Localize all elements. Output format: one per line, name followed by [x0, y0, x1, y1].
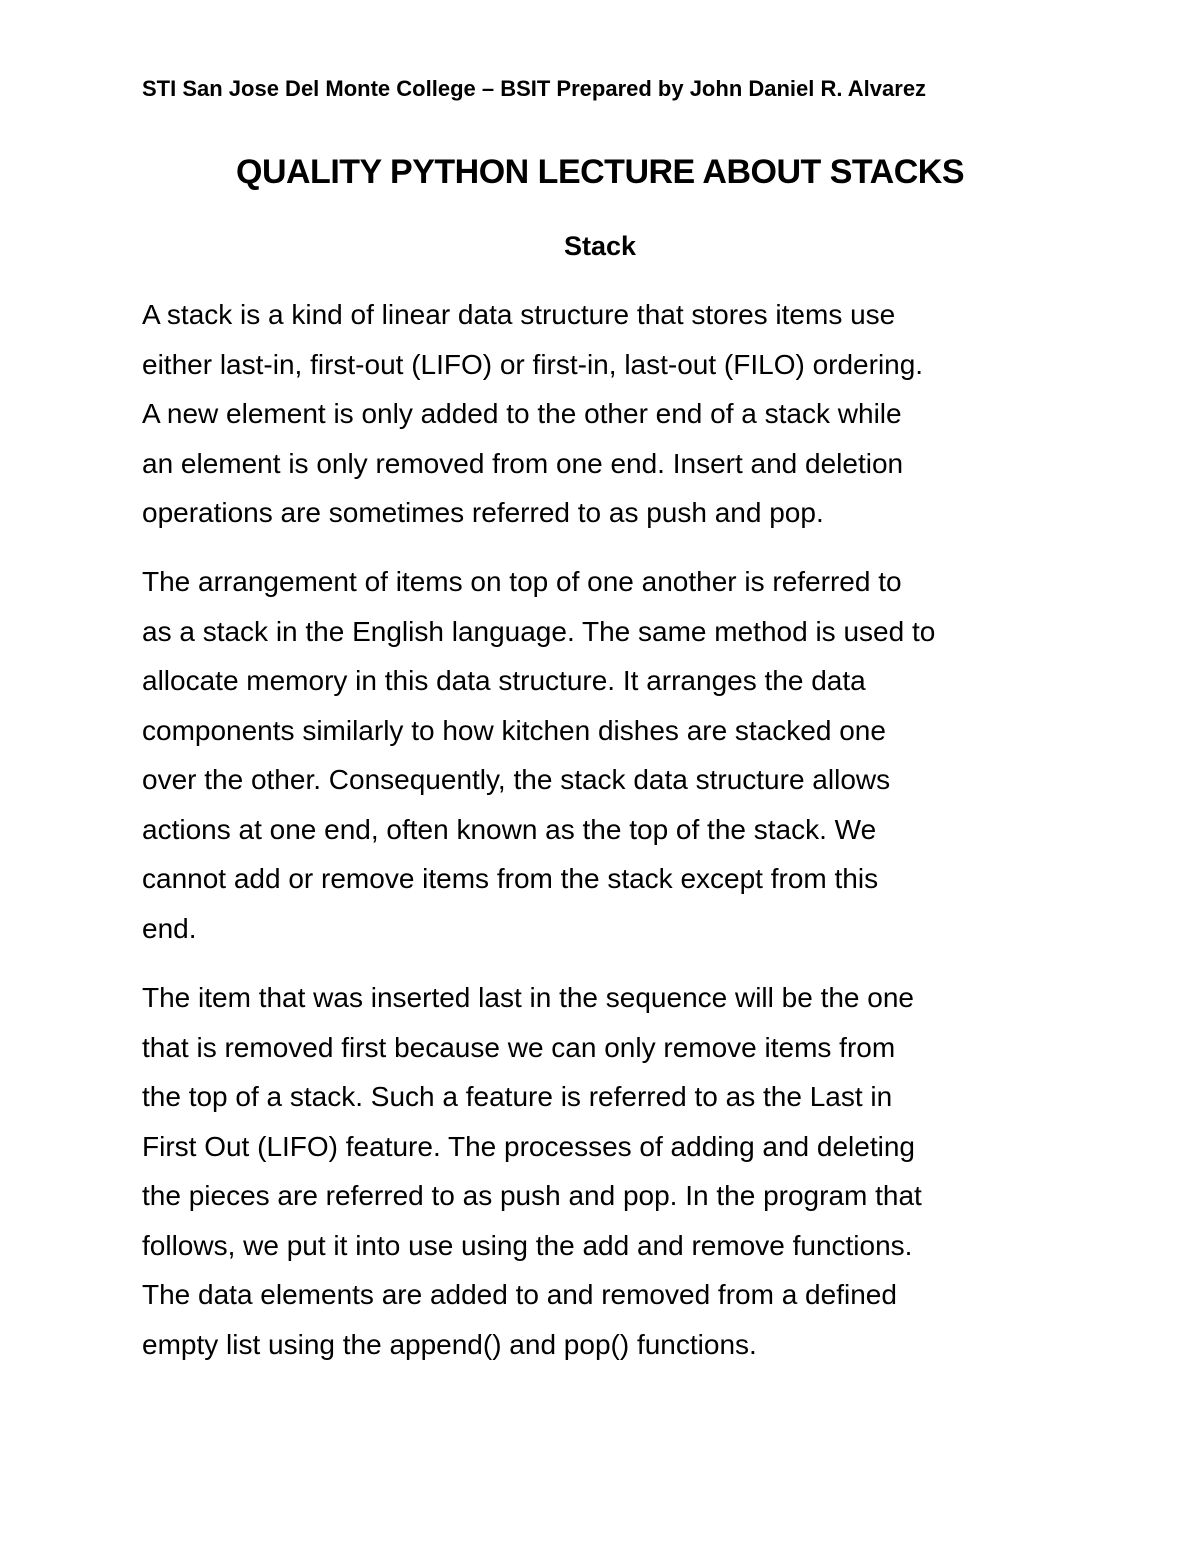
- paragraph-line: cannot add or remove items from the stack except from this: [142, 863, 879, 894]
- paragraph-line: allocate memory in this data structure. It arranges the data: [142, 665, 866, 696]
- paragraph: [142, 290, 1082, 538]
- paragraph-line: A stack is a kind of linear data structure that stores items use: [142, 299, 896, 330]
- paragraph-line: First Out (LIFO) feature. The processes of adding and deleting: [142, 1130, 915, 1162]
- paragraph-line: follows, we put it into use using the add and remove functions.: [142, 1229, 913, 1261]
- document-title: QUALITY PYTHON LECTURE ABOUT STACKS: [236, 153, 964, 191]
- section-heading: Stack: [563, 231, 637, 261]
- paragraph: [142, 557, 1082, 953]
- paragraph-line: as a stack in the English language. The same method is used to: [142, 615, 936, 647]
- paragraph-line: actions at one end, often known as the top of the stack. We: [142, 813, 877, 845]
- paragraph-line: The data elements are added to and removed from a defined: [142, 1279, 897, 1310]
- paragraph-line: an element is only removed from one end. Insert and deletion: [142, 447, 904, 479]
- paragraph-line: end.: [142, 912, 197, 944]
- paragraph-line: the pieces are referred to as push and pop. In the program that: [142, 1180, 922, 1211]
- paragraph: [142, 973, 1082, 1369]
- paragraph-line: the top of a stack. Such a feature is referred to as the Last in: [142, 1081, 893, 1112]
- paragraph-line: either last-in, first-out (LIFO) or first-in, last-out (FILO) ordering.: [142, 348, 924, 380]
- paragraph-line: over the other. Consequently, the stack data structure allows: [142, 764, 891, 795]
- paragraph-line: A new element is only added to the other end of a stack while: [142, 398, 902, 429]
- paragraph-line: empty list using the append() and pop() functions.: [142, 1328, 757, 1360]
- paragraph-line: The arrangement of items on top of one another is referred to: [142, 566, 902, 597]
- paragraph-line: The item that was inserted last in the sequence will be the one: [142, 982, 914, 1013]
- paragraph-line: operations are sometimes referred to as push and pop.: [142, 497, 824, 528]
- paragraph-line: components similarly to how kitchen dishes are stacked one: [142, 714, 886, 746]
- page-header: STI San Jose Del Monte College – BSIT Prepared by John Daniel R. Alvarez: [142, 76, 927, 101]
- paragraph-line: that is removed first because we can only remove items from: [142, 1031, 896, 1063]
